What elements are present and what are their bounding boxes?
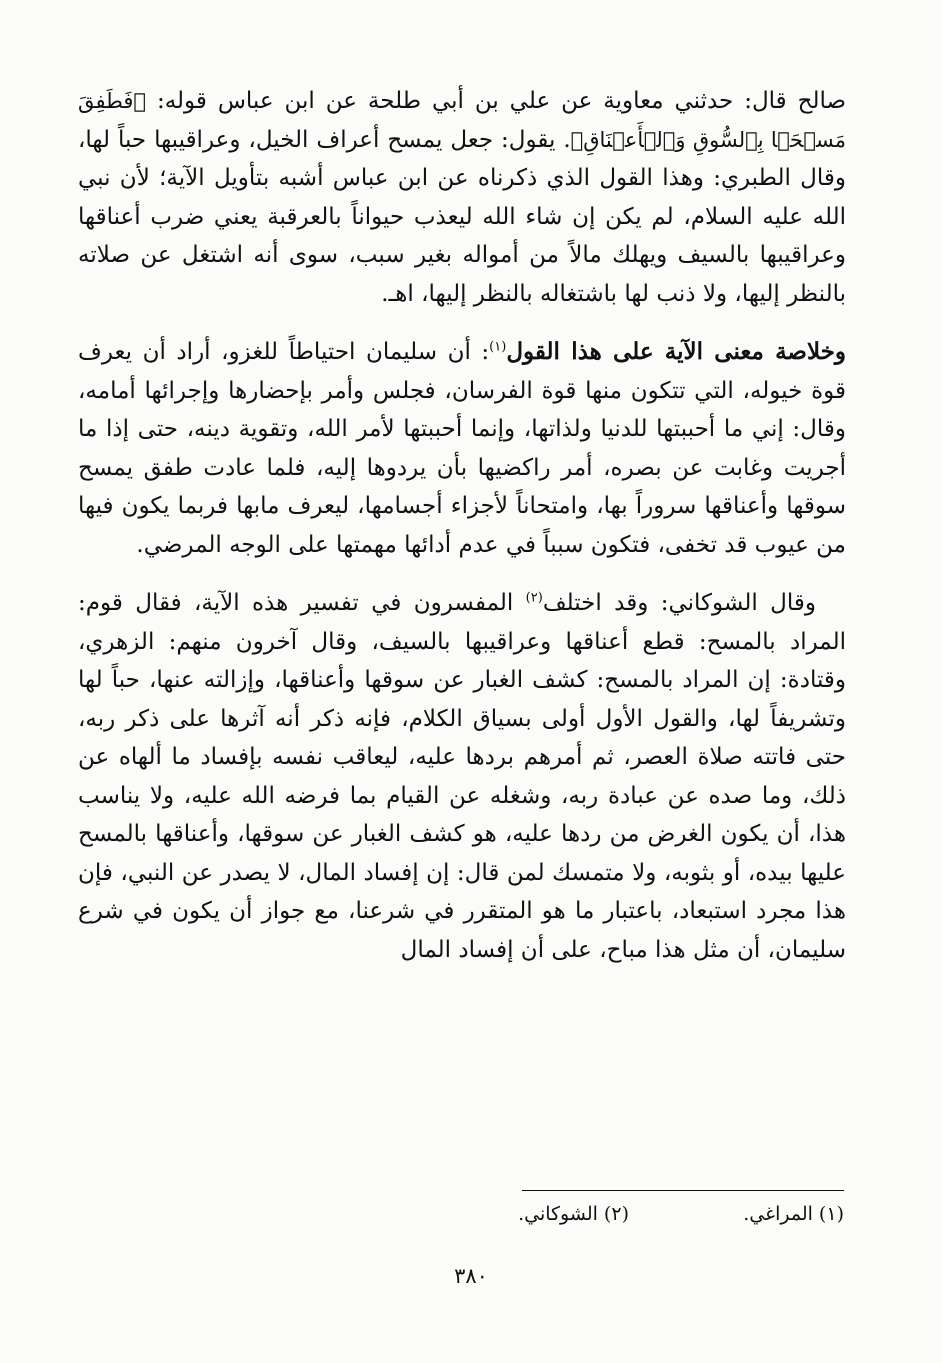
footnote-1: (١) المراغي. bbox=[743, 1203, 844, 1225]
paragraph-3-before: وقال الشوكاني: وقد اختلف bbox=[542, 590, 816, 616]
paragraph-3-after: المفسرون في تفسير هذه الآية، فقال قوم: المراد بالمسح: قطع أعناقها وعراقيبها بالسيف، وقال آخرون منهم: الزهري، وقتادة: إن المراد بالمسح: كشف الغبار عن سوقها وأعناقها، وإزالته عنها، حباً لها وتشريفاً لها، والقول الأول أولى بسياق الكلام، فإنه ذكر أنه آثرها على ذكر ربه، حتى فاتته صلاة العصر، ثم أمرهم بردها عليه، ليعاقب نفسه بإفساد ما ألهاه عن ذلك، وما صده عن عبادة ربه، وشغله عن القيام بما فرضه الله عليه، ولا يناسب هذا، أن يكون الغرض من ردها عليه، هو كشف الغبار عن سوقها، وأعناقها بالمسح عليها بيده، أو بثوبه، ولا متمسك لمن قال: إن إفساد المال، لا يصدر عن النبي، فإن هذا مجرد استبعاد، باعتبار ما هو المتقرر في شرعنا، مع جواز أن يكون في شرع سليمان، أن مثل هذا مباح، على أن إفساد المال bbox=[78, 590, 846, 963]
footnotes bbox=[260, 1203, 844, 1233]
paragraph-1 bbox=[78, 82, 846, 313]
paragraph-2-heading: وخلاصة معنى الآية على هذا القول bbox=[506, 338, 846, 365]
body-text bbox=[78, 82, 846, 969]
footnote-ref-2: (٢) bbox=[525, 590, 543, 606]
paragraph-1-before: صالح قال: حدثني معاوية عن علي بن أبي طلحة عن ابن عباس قوله: bbox=[146, 88, 846, 114]
quran-verse: ﴿فَطَفِقَ مَسۡحَۢا بِٱلسُّوقِ وَٱلۡأَعۡنَاقِ﴾ bbox=[78, 89, 847, 152]
paragraph-3 bbox=[78, 584, 846, 969]
paragraph-2 bbox=[78, 333, 846, 564]
paragraph-2-rest: : أن سليمان احتياطاً للغزو، أراد أن يعرف قوة خيوله، التي تتكون منها قوة الفرسان، فجلس وأمر بإحضارها وإجرائها أمامه، وقال: إني ما أحببتها للدنيا ولذاتها، وإنما أحببتها لأمر الله، وتقوية دينه، حتى إذا ما أجريت وغابت عن بصره، أمر راكضيها بأن يردوها إليه، فلما عادت طفق يمسح سوقها وأعناقها سروراً بها، وامتحاناً لأجزاء أجسامها، ليعرف مابها فربما يكون فيها من عيوب قد تخفى، فتكون سبباً في عدم أدائها مهمتها على الوجه المرضي. bbox=[78, 339, 846, 558]
footnote-2: (٢) الشوكاني. bbox=[518, 1203, 629, 1225]
footnote-ref-1: (١) bbox=[489, 339, 507, 355]
page-number: ٣٨٠ bbox=[454, 1264, 488, 1288]
paragraph-1-after: . يقول: جعل يمسح أعراف الخيل، وعراقيبها حباً لها، وقال الطبري: وهذا القول الذي ذكرناه عن ابن عباس أشبه بتأويل الآية؛ لأن نبي الله عليه السلام، لم يكن إن شاء الله ليعذب حيواناً بالعرقبة يعني ضرب أعناقها وعراقيبها بالسيف ويهلك مالاً من أمواله بغير سبب، سوى أنه اشتغل عن صلاته بالنظر إليها، ولا ذنب لها باشتغاله بالنظر إليها، اهـ. bbox=[78, 126, 846, 307]
footnote-divider bbox=[522, 1190, 844, 1191]
